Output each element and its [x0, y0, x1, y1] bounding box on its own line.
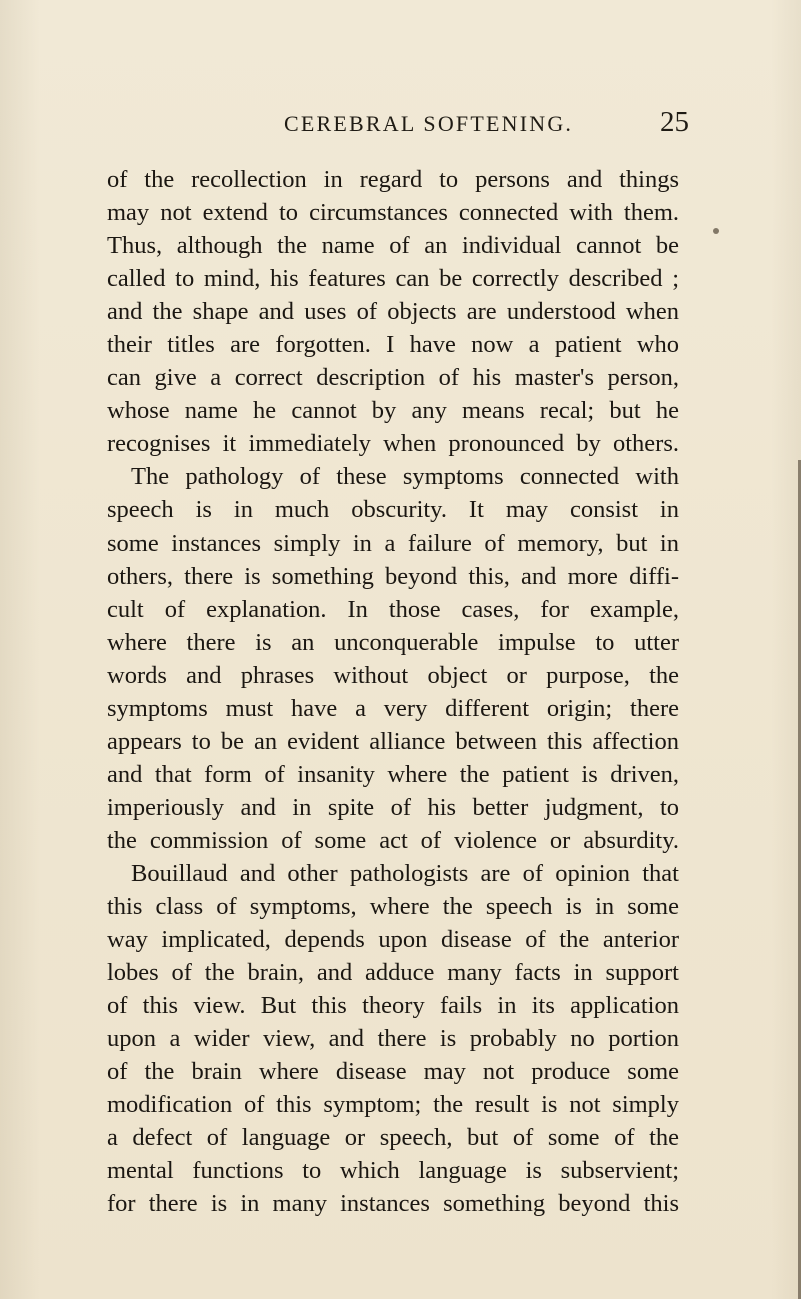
text-line: and that form of insanity where the patient is driven, — [107, 760, 679, 788]
text-line: cult of explanation. In those cases, for example, — [107, 595, 679, 623]
text-line: where there is an unconquerable impulse to utter — [107, 628, 679, 656]
text-line: this class of symptoms, where the speech is in some — [107, 893, 679, 921]
text-line: Thus, although the name of an individual cannot be — [107, 232, 679, 260]
text-line: words and phrases without object or purpose, the — [107, 661, 679, 689]
text-line: and the shape and uses of objects are understood when — [107, 298, 679, 326]
text-line: mental functions to which language is subservient; — [107, 1157, 679, 1185]
text-line: symptoms must have a very different origin; there — [107, 694, 679, 722]
text-line: their titles are forgotten. I have now a patient who — [107, 331, 679, 359]
text-line: of the brain where disease may not produce some — [107, 1058, 679, 1086]
text-line: modification of this symptom; the result is not simply — [107, 1091, 679, 1119]
text-line: recognises it immediately when pronounced by others. — [107, 430, 679, 458]
text-line: of this view. But this theory fails in its application — [107, 992, 679, 1020]
text-line: may not extend to circumstances connected with them. — [107, 199, 679, 227]
text-line: upon a wider view, and there is probably no portion — [107, 1025, 679, 1053]
text-line: lobes of the brain, and adduce many facts in support — [107, 959, 679, 987]
text-line: the commission of some act of violence or absurdity. — [107, 826, 679, 854]
text-line: Bouillaud and other pathologists are of opinion that — [131, 859, 679, 887]
running-title: CEREBRAL SOFTENING. — [284, 111, 574, 136]
text-line: of the recollection in regard to persons and things — [107, 166, 679, 193]
text-line: called to mind, his features can be correctly described ; — [107, 265, 679, 293]
text-line: can give a correct description of his master's person, — [107, 364, 679, 392]
text-line: some instances simply in a failure of memory, but in — [107, 529, 679, 557]
text-line: speech is in much obscurity. It may consist in — [107, 496, 679, 524]
text-line: The pathology of these symptoms connected with — [131, 463, 679, 491]
ink-spot — [713, 228, 719, 234]
text-line: imperiously and in spite of his better judgment, to — [107, 793, 679, 821]
page-number: 25 — [660, 106, 689, 138]
text-line: appears to be an evident alliance between this affection — [107, 727, 679, 755]
text-line: for there is in many instances something beyond this — [107, 1190, 679, 1218]
text-line: others, there is something beyond this, and more diffi- — [107, 562, 679, 590]
text-line: way implicated, depends upon disease of the anterior — [107, 926, 679, 954]
text-line: whose name he cannot by any means recal; but he — [107, 397, 679, 425]
text-line: a defect of language or speech, but of some of the — [107, 1124, 679, 1152]
body-text — [107, 163, 679, 1221]
running-head — [0, 107, 801, 141]
